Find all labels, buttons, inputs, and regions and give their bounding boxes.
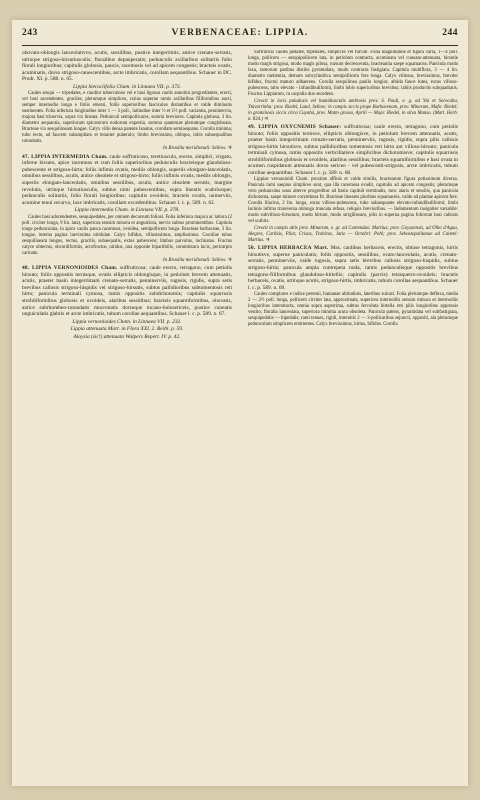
paragraph-text: Aloysia (sic!) attenuata Walpers Repert. IV. p. 42.	[73, 333, 181, 340]
paragraph-text: suffruticosa; caule erecto, tetragono, cum petiolis hirsuto; foliis oppositis ternisve, ellipticis oblongisve, in petiolum brevem attenuatis, acutis, praeter basin integerrimam crenato-serratis, penninerviis, rugosis, rigidis, supra pilis callosis strigoso-hirtis hirsutisve, subtus pallidioribus tomentosis reti hirto aut villoso-hirsuto; panicula terminali cymosa, ramis oppositis verticillatisve simplicibus dichotomisve; capitulis squarrosis strobiliformibus globosis et ovoideis, alaribus sessilibus; bracteis squamiformibus e basi ovata in acumen cuspidatum attenuatis dorso sericeo - vel pubescenti-strigosis, arcte imbricatis, tubum corollae aequantibus. Schauer l. c. p. 589. n. 68.	[248, 124, 458, 176]
paragraph	[248, 292, 458, 328]
paragraph	[248, 226, 458, 244]
paragraph	[22, 91, 232, 145]
paragraph-text: Lippia vernonioides Cham. in Linnaea VII. p. 232.	[72, 318, 182, 325]
paragraph-text: Crescit in campis altis prov. Minarum, e. gr. ad Contendas: Martius; prov. Goyazensis, ad Olho d'Agua, Alegres, Caribás, Pilar, Crixas, Trahiras, Jatio — Octobri: Pohl; prov. Sebastopolitanae ad Caiteté: Martius. ♃	[248, 226, 458, 244]
paragraph-text: Lippia intermedia Cham. in Linnaea VII. p. 378.	[74, 207, 180, 214]
species-heading: 49. LIPPIA OXYCNEMIS Schauer:	[248, 124, 342, 130]
paragraph	[248, 245, 458, 291]
paragraph	[248, 124, 458, 176]
species-heading: 47. LIPPIA INTERMEDIA Cham.	[22, 153, 108, 160]
header-rule	[22, 45, 458, 46]
paragraph	[248, 99, 458, 123]
page-number-right: 244	[442, 28, 458, 38]
paragraph-text: In Brasilia meridionali: Sellow. ♃	[163, 257, 232, 263]
paragraph	[22, 215, 232, 257]
paragraph-text: obovato-oblongis lanceolativve, acutis, sessilibus, postice integerrimis, antice crenato-serratis, utrinque strigoso-hirsutiusculis; floralibus depauperatis; pedunculis axillaribus solitariis folio florali longioribus; capitulis globosis, paucis, racemosis vel ad apicem congestis; bracteis ovatis, acuminatis, dorso strigoso-canescentibus, arcte imbricatis, corollam aequantibus. Schauer in DC. Prodr. XI. p. 588. n. 65.	[22, 50, 232, 83]
species-heading: 48. LIPPIA VERNONIOIDES Cham.	[22, 265, 118, 272]
paragraph	[22, 258, 232, 265]
paragraph-text: Suffruticis caules pedales, bipedales, simplices vel furcati. Folia magnitudine et figura varia, 1—4 poll. longa, pollicem — sesquipollicem lata, in petiolum contracta, acuminata vel cuneato-attenuata, hirsutie modo magis strigosa, modo magis pilosa, rursum decrescentia, bracteantia saepe squamacea. Panicula modo laxa, ramorum paribus distitis pyramidata, modo contracta fastigiata. Capitula multiflora, 3 — 4 lin. diametro metientia, demum subcylindrica semipollicem fere longa. Calyx villosus, brevissimus, breviter bifidus, fructui maturo adhaerens. Corolla sesquilinea paullo longior, albida fauce lutea, extus villoso-pubescens, tubo elevato - infundibuliformi, limbi lobis superioribus brevibus; labiis productis subquadratis. Fructus Lippiarum, in carpidia duo secedens.	[248, 50, 458, 97]
paragraph	[248, 177, 458, 225]
paragraph	[22, 154, 232, 206]
paragraph	[248, 50, 458, 98]
paragraph	[22, 146, 232, 153]
running-header	[22, 28, 458, 42]
paragraph-text: Caules complures e radice perenni, humanae altitudinis, lateribus sulcati. Folia plerumque deflexa, media 2 — 2½ poll. longa, pollicem circiter lata, approximata, superiora internodiis sensim minora et internodiis longioribus interstincta, omnia supra asperrima, subtus fervoluta birtella reti pilis longioribus appressis vestito; floralia lanceolata, superiora minima acuta obsoleta. Panicula patens, pyramidata vel subfastigiata, sesquipedalis — bipedalis; rami tenues, rigidi, internitis 2 — 3-pollicaribus sejuncti, oppositi, ala plerumque pedunculum simplicem emittentes. Calyx brevissimus, birtus, bifidus. Corolla	[248, 292, 458, 328]
book-page	[12, 20, 468, 786]
species-heading: 50. LIPPIA HERBACEA Mart.	[248, 245, 329, 252]
paragraph-text: Caules sesqui — tripedales, e caudice tuberculoso vel e basi lignosa caulis annotini progredientes, erecti, vel basi ascendentes, graciles, plerumque simplices, rarius superne ramis axillaribus filiformibus aucti, semper internodio longo e foliis emersi, foliis superioribus fasciculos distantibus et valde diminutis sustinentes. Folia inferiora longitudine inter 1 — 3 poll., latitudine inter ½ et 1½ poll. variantia, penninervia, majora basi trinervia, supra vix lineata. Pedunculi semipollicares, summi breviores. Capitula globosa, 3 lin. diametro aequantia, superiorum spicatorum nodorum expertia, summa quaternae plerumque congloboata. Bracteae vix sesquilineam longae. Calyx villo densa patente lanatus, corollam semiaequans. Corolla minima; tubo recto, ad faucem subampliato et tenuiter puberulo; limbo brevissimo, obliquo, lobis subaequalibus rotundatis.	[22, 91, 232, 145]
paragraph-text: Lippia attenuata Mart. in Flora XXI. 2. Beibl. p. 59.	[70, 326, 184, 333]
paragraph-text: Caules basi adscendentes, sesquipedales, per omnem decursum foliosi. Folia inferiora majora ac latiora (2 poll. circiter longa, 9 lin. lata), superiora sensim minora et angustiora, nervis subtus prominentibus. Capitula longe pedunculata, in apice caulis pauca racemosa, ovoidea, semipollicem longa. Bracteae herbaceae, 3 lin. longae, interna pagina laevissima nitidulae. Calyx bifidus, villosissimus, amplissimus. Corollae tubus sesquilineam longus, rectus, gracilis, subaequalis, extus pubescens; limbus parvulus, inclinatus. Fructus calyce obtectus, obcordiformis, acrofructus, nitidus, una opposite bipartibilis, commissura lucis, pericarpio carinato.	[22, 214, 232, 256]
page-number-left: 243	[22, 28, 38, 38]
paragraph	[22, 265, 232, 317]
paragraph	[22, 334, 232, 341]
paragraph-text: caule suffruticoso, teretiusculo, erecto, simplici, virgato, inferne hirsuto, apice racemoso et cum foliis superioribus pedunculis bracteisque glanduloso-pubescente et strigoso-hirto; foliis infimis ovatis, mediis oblongis, superiis elongato-lanceolatis, omnibus sessilibus, acutis, antice obsolete et strigoso-hirto; foliis infimis ovatis, mediis oblongis, superiis elongato-lanceolatis, omnibus sessilibus, acutis, antice obsolete serratis, marginе revolutis, utrinque hirsutiusculis, subtus nimi pubescentibus, supra lineatis scabriusque; pedunculis solitariis, folio florali longioribus; capitulis ovoideis; bracteis ovatis, uninerviis, acumine tenui recurvo, laxe imbricatis, corollam excedentibus. Schauer l. c. p. 589. n. 62.	[22, 153, 232, 206]
paragraph-text: Mss. caulibus herbaceis, erectis, obtuse tetragonis, hirtis hirsutisve, superne paniculatis; foliis oppositis, sessilibus, ovato-lanceolatis, acutis, crenato-serratis, penninerviis, valde rugosis, supra setis brevibus callosis strigoso-hispidis, subtus strigoso-hirtis; panicula ampla contrepeta nuda, ramis pedunculisque oppositis brevibus tetragono-filiformibus glandulosо-hirtellis; capitulis (parvis) tetraquetro-ovoideis; bracteis herbaceis, ovatis, utrinque acutis, strigoso-hirtis, imbricatis, tubum corollae aequantibus. Schauer l. c. p. 589. n. 69.	[248, 245, 458, 291]
paragraph-text: Lippiae vernonioidi Cham. proxime affinis et valde similis, bractearum figura potissimum diversa. Panicula rami saepius simplices sunt, qua illa racemosa evadit, capitulis ad apicem congestis; plerumque vero pedunculus unus alterve progreditur ad basin capituli terminalis, tunc alaris et sessilis, qua panicula dichotoma, saepe minore corymbosa fit. Bracteae lineares pluribus squamaceis, valde ad plantae apicem fere. Corolla lilacina, 2 lin. longa, extus villoso-pubescens, tubo subaequante elevato-infundibuliformi; limbi laciniis infima transversa oblonga truncata refusa, reliquis brevioribus. — Indumentum insigniter variabile: modo subvilloso-hirsutum, modo hirtum, modo strigillosum, pilis in superna pagina foliorum basi callosis vel scabris.	[248, 177, 458, 225]
paragraph-text: suffruticosa; caule erecto, tetragono, cum petiolis hirsuto; foliis oppositis ternisque, ovatis ellipticis oblongisque, in petiolum brevem attenuatis, acutis, praeter basin integerrimam crenato-serratis, penninerviis, rugosis, rigidis, supra setis brevibus callosis strigoso-hispidis vel strigoso-hirsutis, subtus pallidioribus subtomentosis reti hirto; panicula terminali cymosa, ramis oppositis subdichotomis; capitulis squarrosis strobiliformibus globosis et ovoideis, alaribus sessilibus; bracteis squamiformibus, obovatis, antice subrhombeo-rotundatis mucronatis dorsoque incano-holosericeis, postice cuneatis unguiculatis glabris et arcte imbricatis, tubum corollae aequantibus. Schauer l. c. p. 589. n. 67.	[22, 265, 232, 318]
paragraph-text: Crescit in locis paludosis vel humidiusculis umbrosis prov. S. Pauli, e. g. ad Ytú et Sorocaba, Ytúvarrinha: prov. Riedel, Lund, Sellow; in campis siccis prope Barbacenam, prov. Minarum, Mafo: Riedel; in graminosis siccis circa Cuyabá, prov. Matto grosso, Aprili — Majo: Riedel, in silva Manso. (Mart. Herb. n. 834.) ♃	[248, 99, 458, 122]
left-column	[22, 50, 232, 780]
paragraph	[22, 207, 232, 214]
paragraph	[22, 50, 232, 83]
paragraph	[22, 326, 232, 333]
running-title: VERBENACEAE: LIPPIA.	[171, 28, 309, 38]
paragraph	[22, 84, 232, 91]
paragraph-text: In Brasilia meridionali: Sellow. ♃	[163, 146, 232, 152]
paragraph-text: Lippia hieraciifolia Cham. in Linnaea VII. p. 373.	[73, 83, 181, 90]
right-column	[248, 50, 458, 780]
paragraph	[22, 319, 232, 326]
